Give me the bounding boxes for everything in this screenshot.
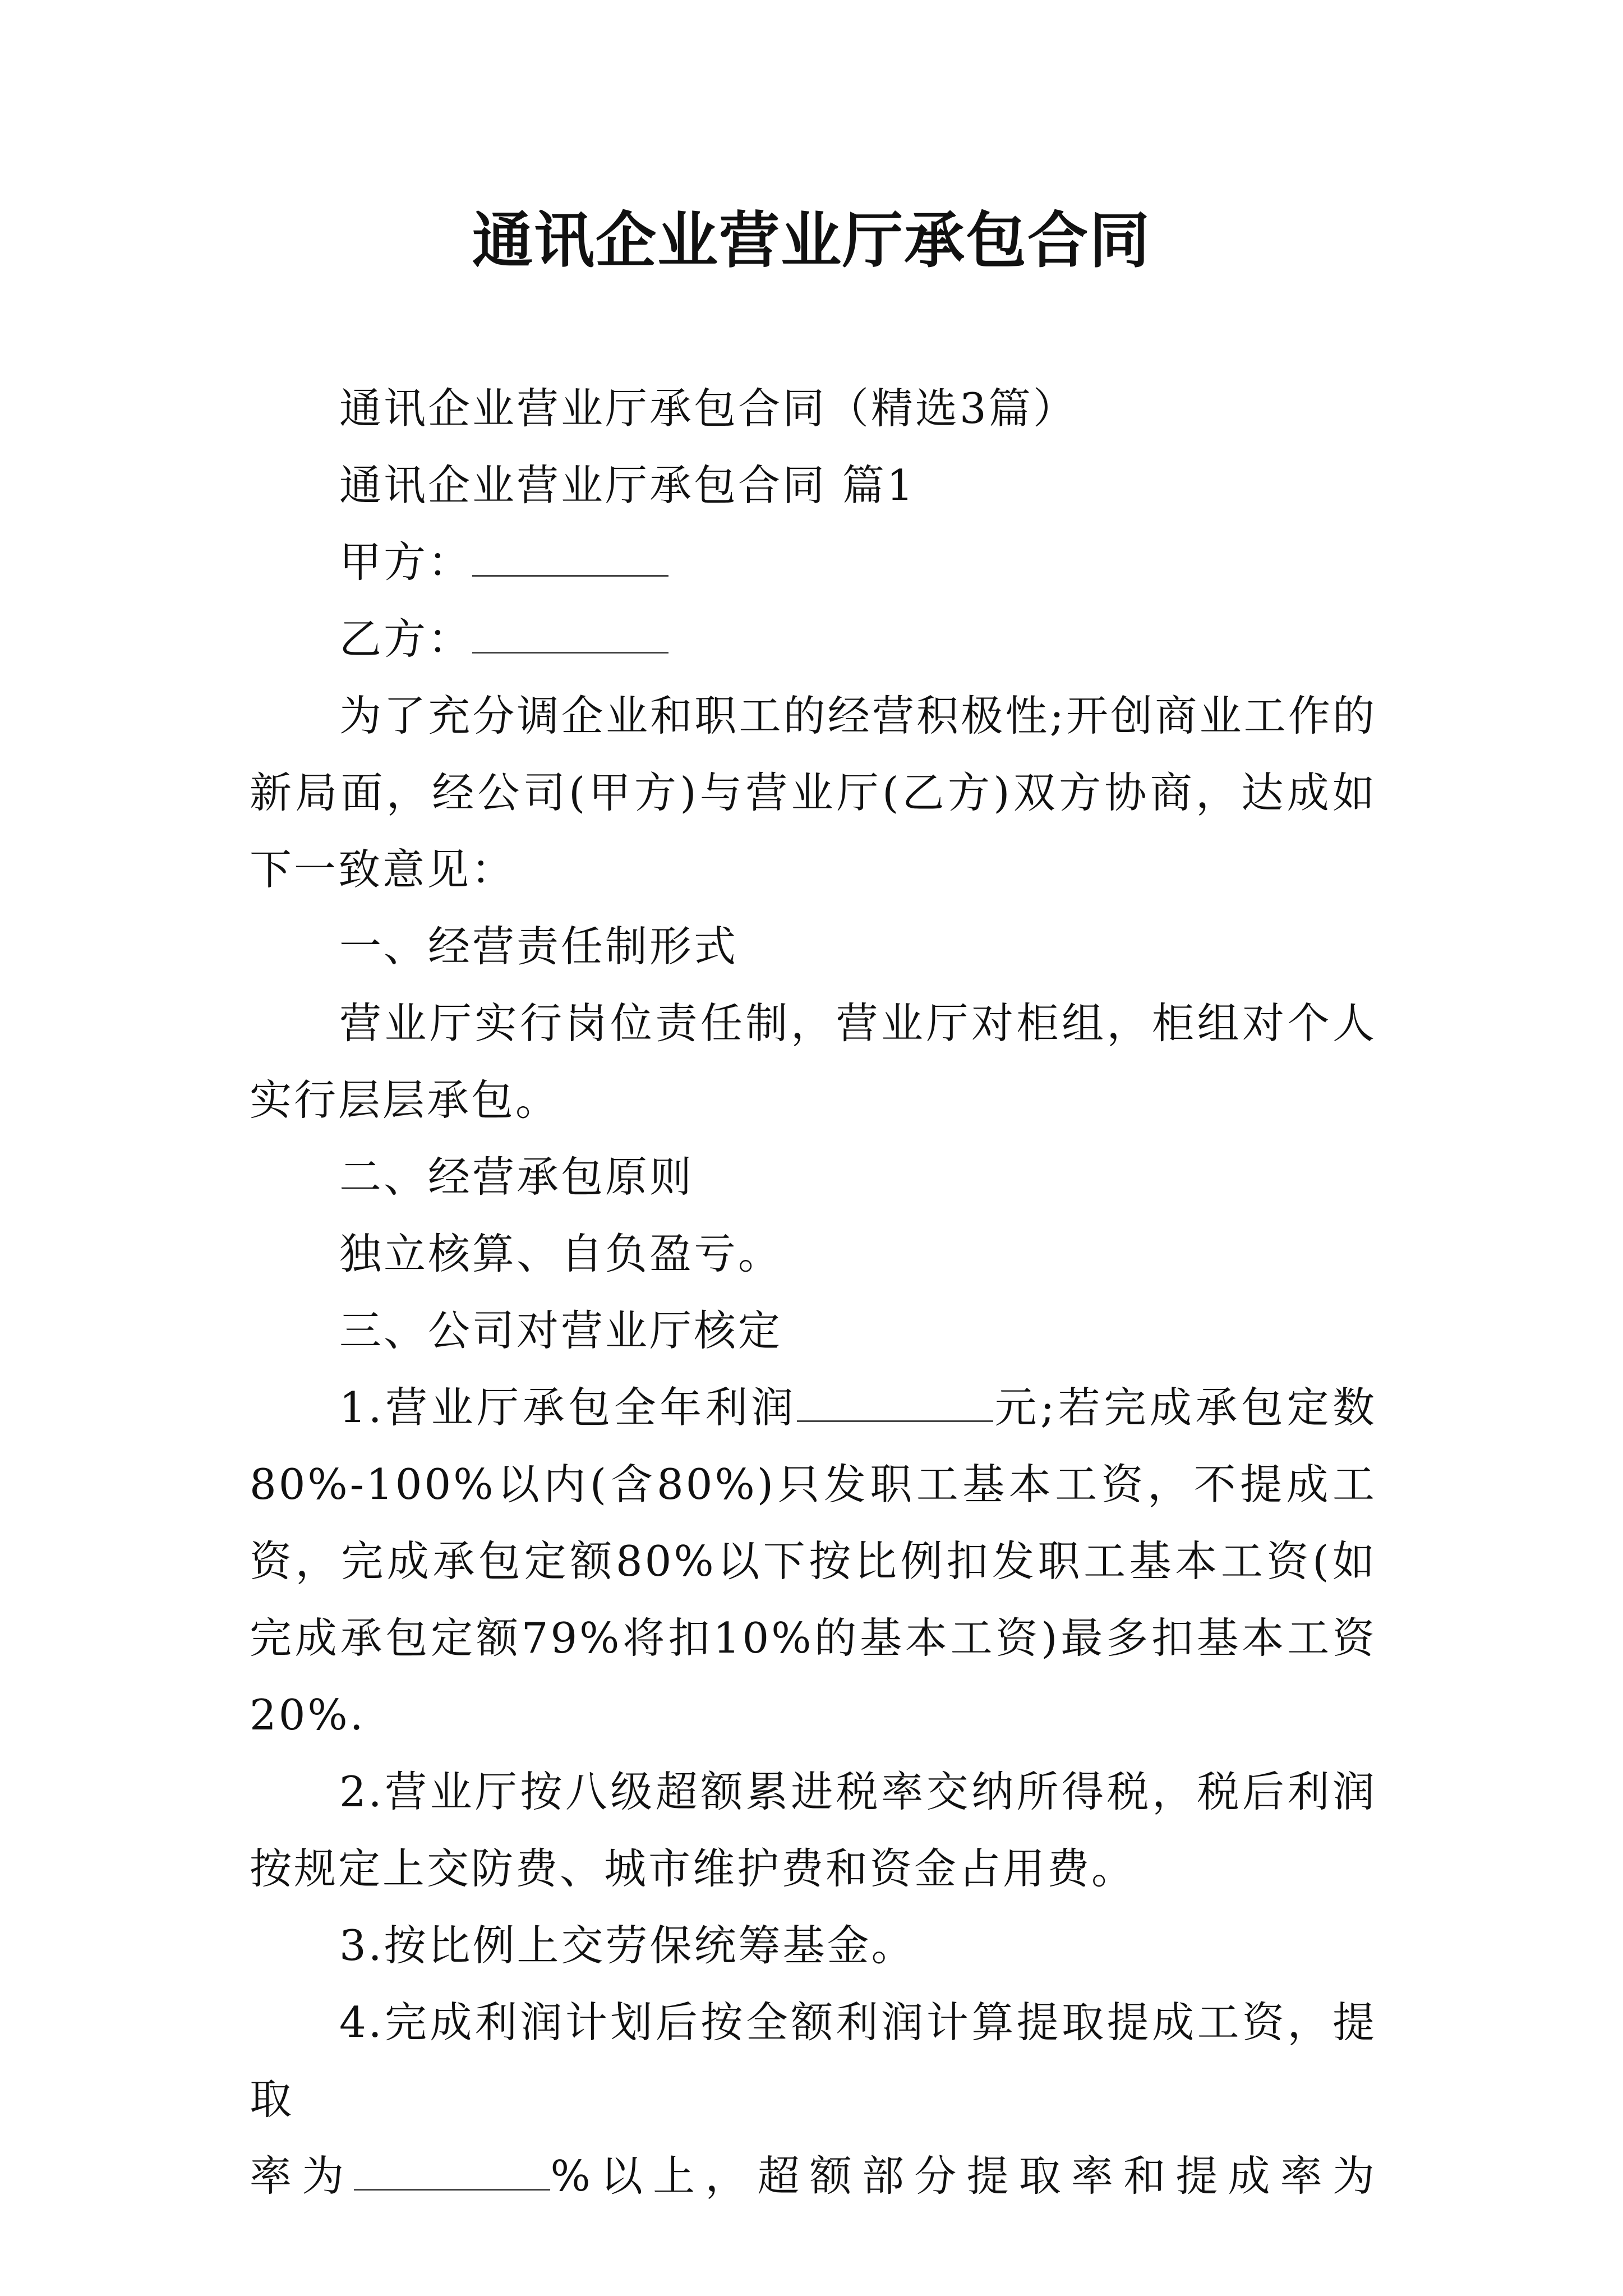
item-3-paragraph: 3.按比例上交劳保统筹基金。 [339,1921,916,1970]
item-4-text-end: %以上，超额部分提取率和提成率为 [550,2151,1377,2201]
party-b-line [250,601,1377,678]
item-1-text-end: 元;若完成承包定数80%-100%以内(含80%)只发职工基本工资，不提成工资，完成承包定额80%以下按比例扣发职工基本工资(如完成承包定额79%将扣10%的基本工资)最多扣基本工资20%. [250,1383,1377,1740]
item-4-text-start: 4.完成利润计划后按全额利润计算提取提成工资，提取 [250,1998,1377,2124]
section-2-body: 独立核算、自负盈亏。 [339,1229,783,1278]
section-1-heading: 一、经营责任制形式 [339,922,739,971]
party-a-line [250,524,1377,601]
item-4-rate-label: 率为 [250,2151,354,2201]
item-1-text-start: 1.营业厅承包全年利润 [339,1383,797,1432]
item-1-paragraph [250,1369,1377,1754]
party-b-label: 乙方： [339,614,473,664]
party-a-blank [472,537,668,577]
section-1-body: 营业厅实行岗位责任制，营业厅对柜组，柜组对个人实行层层承包。 [250,999,1377,1125]
chapter-heading: 通讯企业营业厅承包合同 篇1 [339,461,916,510]
item-4-paragraph-continued [250,2138,1377,2215]
item-2-paragraph: 2.营业厅按八级超额累进税率交纳所得税，税后利润按规定上交防费、城市维护费和资金占用费。 [250,1767,1377,1893]
section-2-heading: 二、经营承包原则 [339,1152,694,1202]
intro-paragraph: 为了充分调企业和职工的经营积极性;开创商业工作的新局面，经公司(甲方)与营业厅(乙方)双方协商，达成如下一致意见： [250,691,1377,894]
document-title: 通讯企业营业厅承包合同 [472,206,1151,276]
item-4-paragraph [250,1984,1377,2138]
rate-blank [354,2151,550,2191]
section-3-heading: 三、公司对营业厅核定 [339,1306,783,1355]
party-b-blank [472,614,668,654]
document-body [250,370,1377,2215]
party-a-label: 甲方： [339,537,473,587]
profit-amount-blank [797,1382,993,1422]
subtitle-paragraph: 通讯企业营业厅承包合同（精选3篇） [339,384,1077,433]
